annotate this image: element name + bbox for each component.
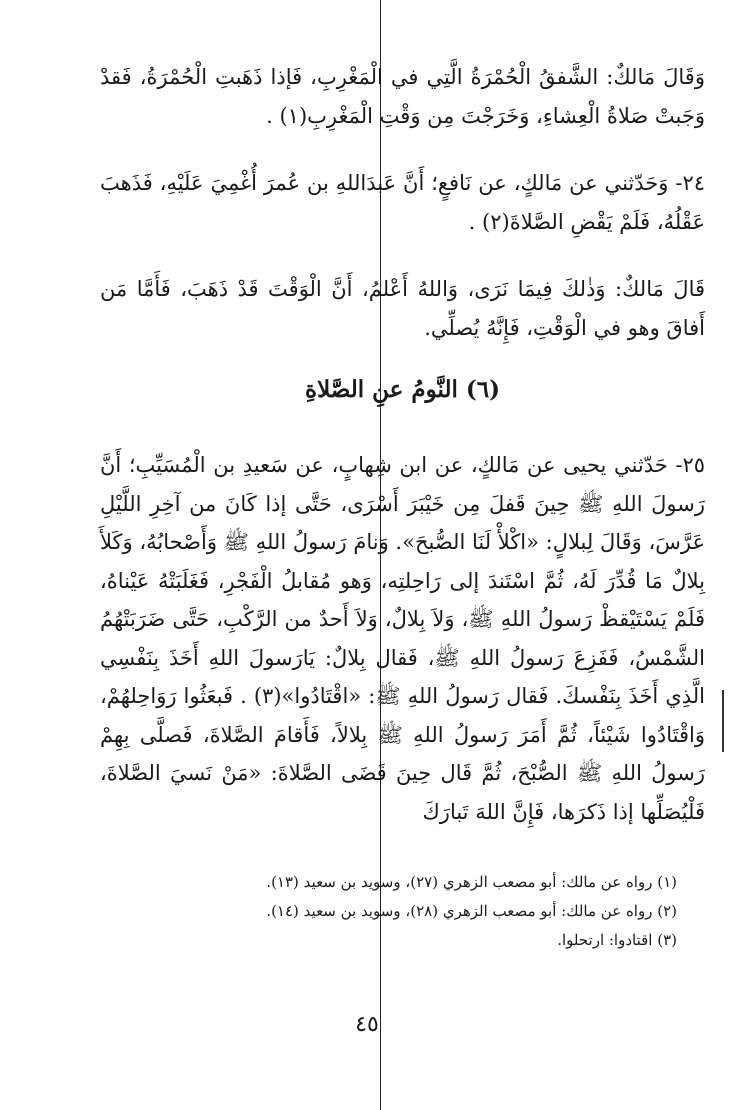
section-heading: (٦) النَّومُ عنِ الصَّلاةِ <box>305 376 500 403</box>
page-body <box>100 58 705 831</box>
footnotes <box>100 868 705 955</box>
page-number: ٤٥ <box>355 1012 379 1037</box>
footnote-3: (٣) اقتادوا: ارتحلوا. <box>557 931 677 949</box>
paragraph-hadith-25: ٢٥- حَدّثني يحيى عن مَالكٍ، عن ابن شِهابٍ، عن سَعيدِ بن الْمُسَيِّبِ؛ أَنَّ رَسولَ اللهِ ﷺ حِينَ قَفلَ مِن خَيْبَرَ أَسْرَى، حَتَّى إذا كَانَ من آخِرِ اللَّيْلِ عَرَّسَ، وَقَالَ لِبلالٍ: «اكْلأْ لَنَا الصُّبحَ». وَنامَ رَسولُ اللهِ ﷺ وَأَصْحابُهُ، وَكَلأَ بِلالٌ مَا قُدِّرَ لَهُ، ثُمَّ اسْتَندَ إلى رَاحِلتِه، وَهو مُقابلُ الْفَجْرِ، فَغَلَبَتْهُ عَيْناهُ، فَلَمْ يَسْتَيْقظْ رَسولُ اللهِ ﷺ، وَلاَ بِلالٌ، وَلاَ أَحدٌ من الرَّكْبِ، حَتَّى ضَرَبَتْهُمُ الشَّمْسُ، فَفَزِعَ رَسولُ اللهِ ﷺ، فَقال بِلالٌ: يَارَسولَ اللهِ أَخَذَ بِنَفْسِي الَّذِي أَخَذَ بِنَفْسكَ. فَقال رَسولُ اللهِ ﷺ: «اقْتَادُوا»(٣) . فَبعَثُوا رَوَاحِلهُمْ، وَاقْتَادُوا شَيْئاً، ثُمَّ أَمَرَ رَسولُ اللهِ ﷺ بِلالاً، فَأَقامَ الصَّلاةَ، فَصلَّى بِهِمْ رَسولُ اللهِ ﷺ الصُّبْحَ، ثُمَّ قَال حِينَ قَضَى الصَّلاةَ: «مَنْ نَسيَ الصَّلاةَ، فَلْيُصَلِّها إذا ذَكرَها، فَإِنَّ اللهَ تَبارَكَ <box>100 453 706 824</box>
footnote-2: (٢) رواه عن مالك: أبو مصعب الزهري (٢٨)، وسويد بن سعيد (١٤). <box>266 902 677 920</box>
edge-mark <box>722 690 724 752</box>
paragraph-maliks-opinion: قَالَ مَالكٌ: وَذٰلكَ فِيمَا نَرَى، وَاللهُ أَعْلمُ، أَنَّ الْوَقْتَ قَدْ ذَهَبَ، فَأَمَّا مَن أَفاقَ وهو في الْوَقْتِ، فَإِنَّهُ يُصلِّي. <box>100 277 705 340</box>
footnote-1: (١) رواه عن مالك: أبو مصعب الزهري (٢٧)، وسويد بن سعيد (١٣). <box>266 873 677 891</box>
paragraph-maliks-saying: وَقَالَ مَالكٌ: الشَّفقُ الْحُمْرَةُ الَّتِي في الْمَغْرِبِ، فَإذا ذَهَبتِ الْحُمْرَةُ، فَقدْ وَجَبتْ صَلاةُ الْعِشاءِ، وَخَرَجْتَ مِن وَقْتِ الْمَغْرِبِ(١) . <box>100 65 705 128</box>
paragraph-hadith-24: ٢٤- وَحَدّثني عن مَالكٍ، عن نَافعٍ؛ أَنَّ عَبدَاللهِ بن عُمرَ أُغْمِيَ عَلَيْهِ، فَذَهبَ عَقْلُهُ، فَلَمْ يَقْضِ الصَّلاةَ(٢) . <box>100 171 705 234</box>
